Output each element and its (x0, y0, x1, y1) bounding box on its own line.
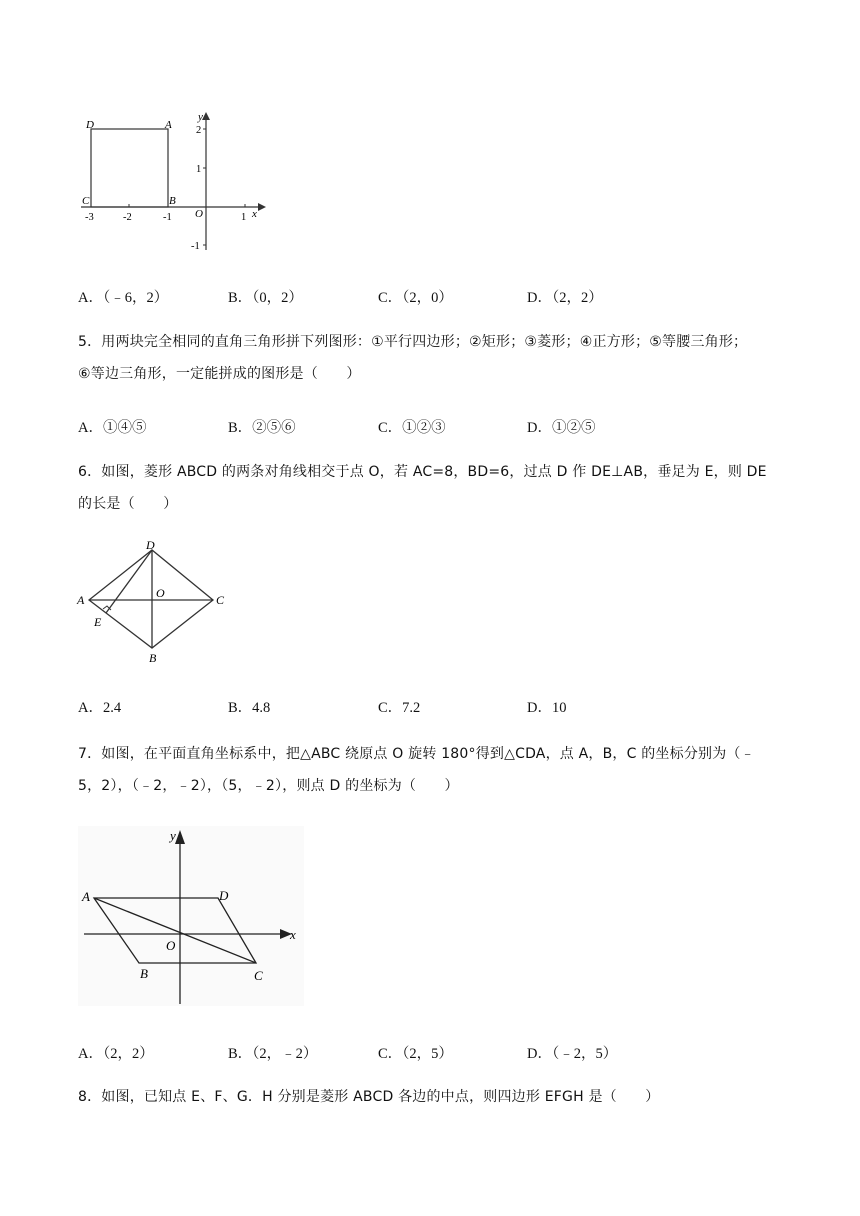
label-b: B (149, 651, 157, 665)
q7-figure (78, 826, 308, 1008)
label-c: C (216, 593, 225, 607)
q8-question (78, 1081, 784, 1113)
x-axis-arrow-icon (258, 203, 266, 211)
label-o: O (195, 208, 203, 220)
y-tick-label: 1 (196, 164, 202, 175)
question-text: 6．如图，菱形 ABCD 的两条对角线相交于点 O，若 AC=8，BD=6，过点 D 作 DE⊥AB，垂足为 E，则 DE (78, 464, 767, 480)
option-a[interactable]: A．（2，2） (78, 1046, 154, 1062)
q6-figure (76, 538, 236, 668)
option-a[interactable]: A．①④⑤ (78, 420, 147, 436)
x-tick-label: -3 (85, 212, 94, 223)
x-tick-label: 1 (241, 212, 247, 223)
option-c[interactable]: C．（2，5） (378, 1046, 453, 1062)
label-a: A (82, 889, 90, 904)
question-text: ⑥等边三角形，一定能拼成的图形是（ ） (78, 366, 361, 382)
option-d[interactable]: D．10 (527, 700, 567, 716)
x-tick-label: -1 (163, 212, 172, 223)
option-d[interactable]: D．①②⑤ (527, 420, 596, 436)
label-b: B (140, 966, 148, 981)
option-b[interactable]: B．②⑤⑥ (228, 420, 296, 436)
label-y: y (198, 111, 203, 123)
q7-question (78, 738, 784, 802)
q5-options (78, 416, 718, 436)
question-text: 的长是（ ） (78, 496, 178, 512)
question-text: 7．如图，在平面直角坐标系中，把△ABC 绕原点 O 旋转 180°得到△CDA，点 A，B，C 的坐标分别为（﹣ (78, 746, 755, 762)
label-d: D (219, 888, 229, 903)
label-c: C (254, 968, 263, 983)
option-a[interactable]: A．（﹣6，2） (78, 290, 169, 306)
label-o: O (166, 938, 176, 953)
y-tick-label: 2 (196, 125, 202, 136)
option-c[interactable]: C．7.2 (378, 700, 421, 716)
q4-options (78, 286, 718, 306)
q5-question (78, 326, 784, 390)
option-b[interactable]: B．（2，﹣2） (228, 1046, 318, 1062)
option-d[interactable]: D．（2，2） (527, 290, 603, 306)
option-c[interactable]: C．①②③ (378, 420, 446, 436)
question-text: 5，2），（﹣2，﹣2），（5，﹣2），则点 D 的坐标为（ ） (78, 778, 459, 794)
q7-options (78, 1042, 718, 1062)
q6-options (78, 696, 718, 716)
label-e: E (94, 615, 102, 629)
option-b[interactable]: B．（0，2） (228, 290, 303, 306)
label-d: D (146, 538, 155, 552)
q4-figure (76, 108, 276, 258)
option-b[interactable]: B．4.8 (228, 700, 271, 716)
y-axis-arrow-icon (202, 112, 210, 120)
label-x: x (290, 927, 296, 942)
label-x: x (252, 208, 257, 220)
option-c[interactable]: C．（2，0） (378, 290, 453, 306)
rhombus-abcd (89, 550, 213, 648)
label-b: B (169, 195, 176, 207)
question-text: 8．如图，已知点 E、F、G．H 分别是菱形 ABCD 各边的中点，则四边形 EFGH 是（ ） (78, 1089, 660, 1105)
square-dabc (91, 129, 168, 207)
option-d[interactable]: D．（﹣2，5） (527, 1046, 618, 1062)
x-tick-label: -2 (123, 212, 132, 223)
label-a: A (165, 119, 172, 131)
label-o: O (156, 586, 165, 600)
question-text: 5．用两块完全相同的直角三角形拼下列图形：①平行四边形；②矩形；③菱形；④正方形；⑤等腰三角形； (78, 334, 748, 350)
label-a: A (77, 593, 85, 607)
label-c: C (82, 195, 90, 207)
q6-question (78, 456, 784, 520)
label-y: y (170, 828, 176, 843)
option-a[interactable]: A．2.4 (78, 700, 122, 716)
y-tick-label: -1 (191, 241, 200, 252)
label-d: D (86, 119, 94, 131)
